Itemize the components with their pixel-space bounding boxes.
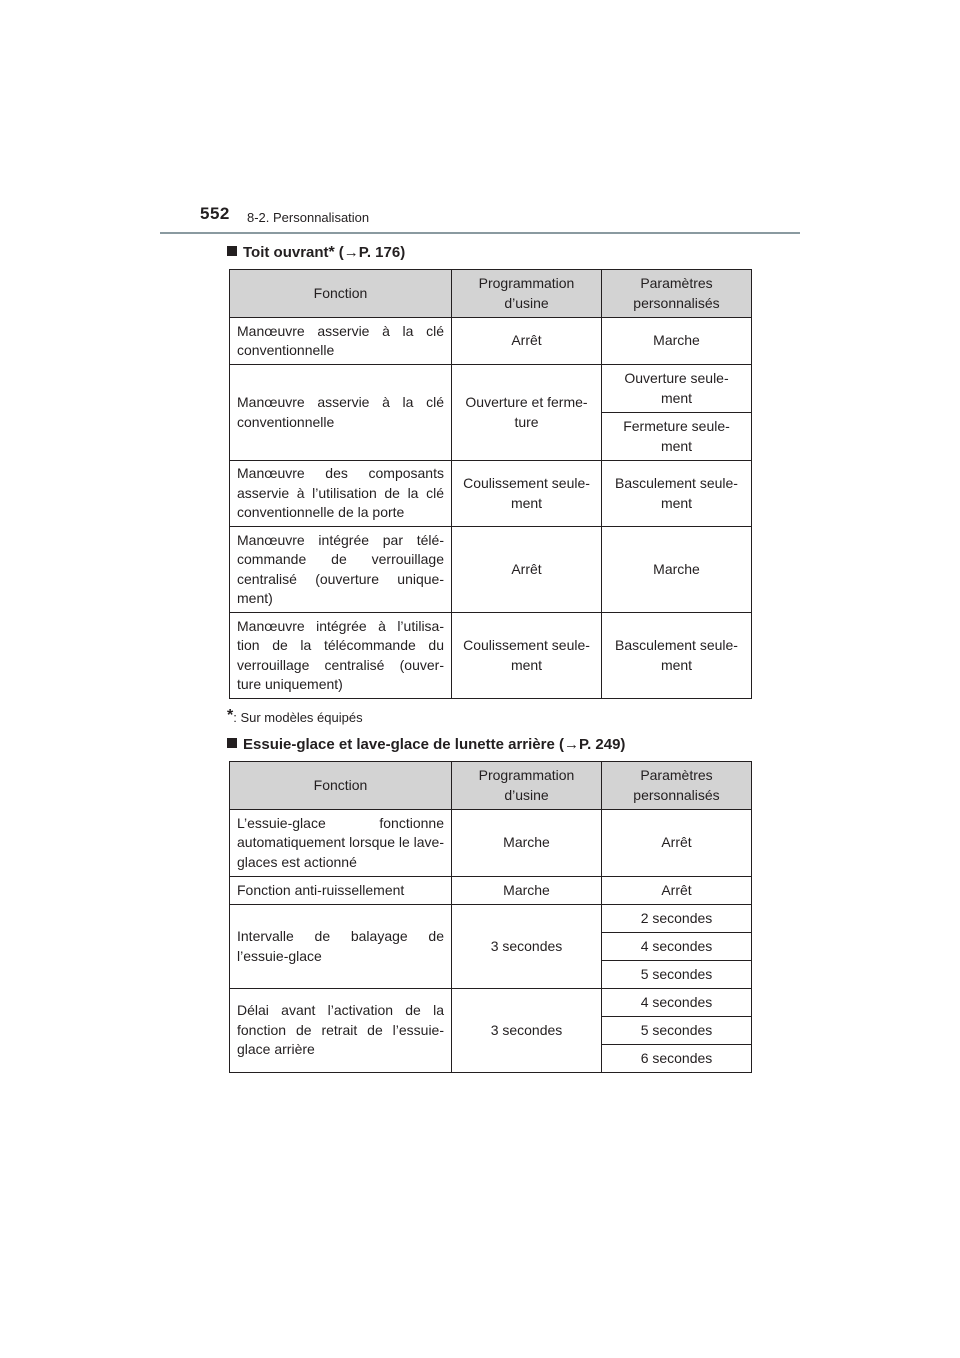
fonction-cell: Fonction anti-ruissellement	[230, 877, 452, 905]
perso-cell: Basculement seule- ment	[602, 461, 752, 527]
perso-cell: 4 secondes	[602, 933, 752, 961]
wiper-heading-text: Essuie-glace et lave-glace de lunette arrière	[243, 736, 555, 753]
perso-cell: Basculement seule- ment	[602, 613, 752, 699]
footnote	[227, 707, 363, 725]
usine-cell: Coulissement seule- ment	[452, 613, 602, 699]
perso-cell: 4 secondes	[602, 989, 752, 1017]
table-row	[230, 905, 752, 933]
perso-cell: Arrêt	[602, 810, 752, 877]
table-row	[230, 365, 752, 413]
wiper-page-ref: (→P. 249)	[559, 736, 626, 753]
table-header-row	[230, 270, 752, 318]
sunroof-heading-text: Toit ouvrant	[243, 244, 329, 261]
column-header-parametres: Paramètres personnalisés	[602, 762, 752, 810]
usine-cell: 3 secondes	[452, 989, 602, 1073]
column-header-fonction: Fonction	[230, 270, 452, 318]
usine-cell: Ouverture et ferme- ture	[452, 365, 602, 461]
perso-cell: 2 secondes	[602, 905, 752, 933]
perso-cell: 6 secondes	[602, 1045, 752, 1073]
footnote-text: : Sur modèles équipés	[233, 710, 363, 725]
header-divider	[160, 232, 800, 234]
fonction-cell: Délai avant l’activation de la fonction de retrait de l’essuie- glace arrière	[230, 989, 452, 1073]
usine-cell: Arrêt	[452, 318, 602, 365]
perso-cell: 5 secondes	[602, 961, 752, 989]
perso-cell: Arrêt	[602, 877, 752, 905]
sunroof-table	[229, 269, 752, 699]
wiper-heading	[227, 736, 625, 753]
table-header-row	[230, 762, 752, 810]
table-row	[230, 527, 752, 613]
sunroof-heading: Toit ouvrant * (→P. 176)	[227, 244, 405, 261]
perso-cell: Marche	[602, 527, 752, 613]
column-header-programmation: Programmation d’usine	[452, 270, 602, 318]
square-bullet-icon	[227, 738, 237, 748]
usine-cell: Arrêt	[452, 527, 602, 613]
usine-cell: Coulissement seule- ment	[452, 461, 602, 527]
section-title: 8-2. Personnalisation	[247, 210, 370, 225]
column-header-parametres: Paramètres personnalisés	[602, 270, 752, 318]
table-row	[230, 318, 752, 365]
perso-cell: 5 secondes	[602, 1017, 752, 1045]
usine-cell: Marche	[452, 877, 602, 905]
fonction-cell: Manœuvre intégrée à l’utilisa- tion de la télécommande du verrouillage centralisé (ouver- ture uniquement)	[230, 613, 452, 699]
perso-cell: Marche	[602, 318, 752, 365]
fonction-cell: L’essuie-glace fonctionne automatiquement lorsque le lave-glaces est actionné	[230, 810, 452, 877]
usine-cell: Marche	[452, 810, 602, 877]
column-header-programmation: Programmation d’usine	[452, 762, 602, 810]
page-number: 552	[200, 204, 230, 223]
table-row	[230, 810, 752, 877]
fonction-cell: Manœuvre asservie à la clé conventionnelle	[230, 365, 452, 461]
column-header-fonction: Fonction	[230, 762, 452, 810]
square-bullet-icon	[227, 246, 237, 256]
fonction-cell: Manœuvre intégrée par télé- commande de verrouillage centralisé (ouverture unique- ment)	[230, 527, 452, 613]
perso-cell: Fermeture seule- ment	[602, 413, 752, 461]
perso-cell: Ouverture seule- ment	[602, 365, 752, 413]
footnote-star: *	[227, 707, 234, 724]
table-row	[230, 877, 752, 905]
fonction-cell: Intervalle de balayage de l’essuie-glace	[230, 905, 452, 989]
table-row	[230, 989, 752, 1017]
table-row	[230, 613, 752, 699]
fonction-cell: Manœuvre asservie à la clé conventionnelle	[230, 318, 452, 365]
usine-cell: 3 secondes	[452, 905, 602, 989]
table-row	[230, 461, 752, 527]
fonction-cell: Manœuvre des composants asservie à l’utilisation de la clé conventionnelle de la porte	[230, 461, 452, 527]
wiper-table	[229, 761, 752, 1073]
sunroof-page-ref: (→P. 176)	[338, 244, 406, 261]
